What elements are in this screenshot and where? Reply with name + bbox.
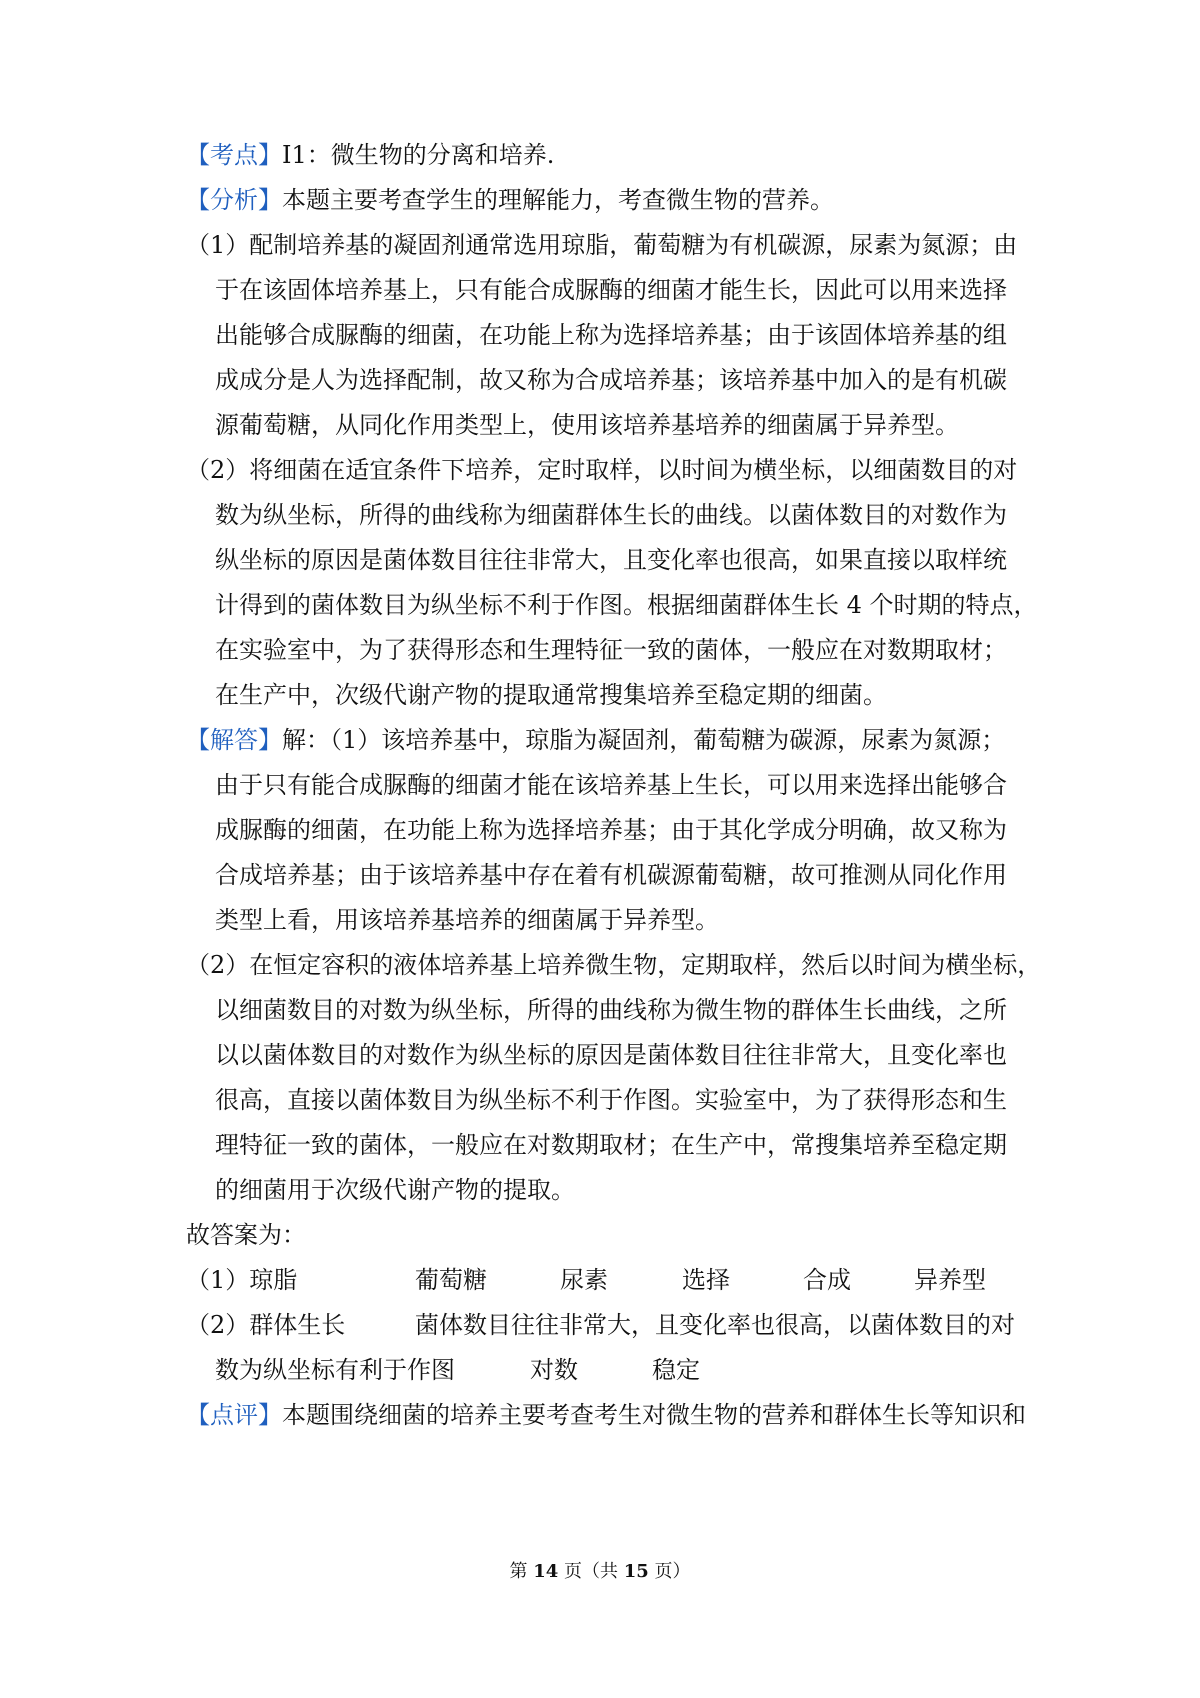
answer-cell: 尿素 [560,1266,608,1294]
fenxi-paragraph-line: 成成分是人为选择配制，故又称为合成培养基；该培养基中加入的是有机碳 [215,366,1007,394]
fenxi-paragraph-line: 数为纵坐标，所得的曲线称为细菌群体生长的曲线。以菌体数目的对数作为 [215,501,1007,529]
jieda-paragraph-line: 成脲酶的细菌，在功能上称为选择培养基；由于其化学成分明确，故又称为 [215,816,1007,844]
fenxi-paragraph-line: 出能够合成脲酶的细菌，在功能上称为选择培养基；由于该固体培养基的组 [215,321,1007,349]
answer-cell: 对数 [530,1356,578,1384]
jieda-paragraph-line: 合成培养基；由于该培养基中存在着有机碳源葡萄糖，故可推测从同化作用 [215,861,1007,889]
answer-cell: 稳定 [652,1356,700,1384]
page-footer [0,1560,1200,1584]
jieda-paragraph-line: 的细菌用于次级代谢产物的提取。 [215,1176,575,1204]
answer-cell: （1）琼脂 [186,1266,298,1294]
answer-heading: 故答案为： [186,1221,306,1249]
jieda-line [186,725,1005,755]
answer-cell: 葡萄糖 [415,1266,487,1294]
fenxi-paragraph-line: 在生产中，次级代谢产物的提取通常搜集培养至稳定期的细菌。 [215,681,887,709]
fenxi-tag: 【分析】 [186,186,282,214]
page-total: 15 [623,1561,649,1582]
jieda-text: 解：（1）该培养基中，琼脂为凝固剂，葡萄糖为碳源，尿素为氮源； [282,726,1006,754]
footer-text: 页（共 [558,1561,624,1582]
dianping-text: 本题围绕细菌的培养主要考查考生对微生物的营养和群体生长等知识和 [282,1401,1026,1429]
footer-text: 页） [648,1561,691,1582]
fenxi-paragraph-line: 纵坐标的原因是菌体数目往往非常大，且变化率也很高，如果直接以取样统 [215,546,1007,574]
footer-text: 第 [509,1561,534,1582]
jieda-tag: 【解答】 [186,726,282,754]
dianping-line [186,1400,1026,1430]
fenxi-paragraph-line: （1）配制培养基的凝固剂通常选用琼脂，葡萄糖为有机碳源，尿素为氮源；由 [186,231,1018,259]
answer-cell: 选择 [682,1266,730,1294]
jieda-paragraph-line: 类型上看，用该培养基培养的细菌属于异养型。 [215,906,719,934]
jieda-paragraph-line: 以细菌数目的对数为纵坐标，所得的曲线称为微生物的群体生长曲线，之所 [215,996,1007,1024]
answer-cell: （2）群体生长 [186,1311,346,1339]
fenxi-paragraph-line: 在实验室中，为了获得形态和生理特征一致的菌体，一般应在对数期取材； [215,636,1007,664]
kaodian-line [186,140,554,170]
fenxi-paragraph-line: 计得到的菌体数目为纵坐标不利于作图。根据细菌群体生长 4 个时期的特点， [215,591,1038,619]
jieda-paragraph-line: 由于只有能合成脲酶的细菌才能在该培养基上生长，可以用来选择出能够合 [215,771,1007,799]
jieda-paragraph-line: （2）在恒定容积的液体培养基上培养微生物，定期取样，然后以时间为横坐标， [186,951,1042,979]
jieda-paragraph-line: 以以菌体数目的对数作为纵坐标的原因是菌体数目往往非常大，且变化率也 [215,1041,1007,1069]
dianping-tag: 【点评】 [186,1401,282,1429]
jieda-paragraph-line: 理特征一致的菌体，一般应在对数期取材；在生产中，常搜集培养至稳定期 [215,1131,1007,1159]
jieda-paragraph-line: 很高，直接以菌体数目为纵坐标不利于作图。实验室中，为了获得形态和生 [215,1086,1007,1114]
fenxi-paragraph-line: （2）将细菌在适宜条件下培养，定时取样，以时间为横坐标，以细菌数目的对 [186,456,1018,484]
kaodian-text: I1：微生物的分离和培养. [282,141,555,169]
answer-cell: 合成 [803,1266,851,1294]
answer-cell: 异养型 [914,1266,986,1294]
fenxi-line [186,185,834,215]
fenxi-paragraph-line: 源葡萄糖，从同化作用类型上，使用该培养基培养的细菌属于异养型。 [215,411,959,439]
kaodian-tag: 【考点】 [186,141,282,169]
fenxi-text: 本题主要考查学生的理解能力，考查微生物的营养。 [282,186,834,214]
answer-cell: 菌体数目往往非常大，且变化率也很高，以菌体数目的对 [415,1311,1015,1339]
fenxi-paragraph-line: 于在该固体培养基上，只有能合成脲酶的细菌才能生长，因此可以用来选择 [215,276,1007,304]
answer-cell: 数为纵坐标有利于作图 [215,1356,455,1384]
page-number: 14 [533,1561,559,1582]
